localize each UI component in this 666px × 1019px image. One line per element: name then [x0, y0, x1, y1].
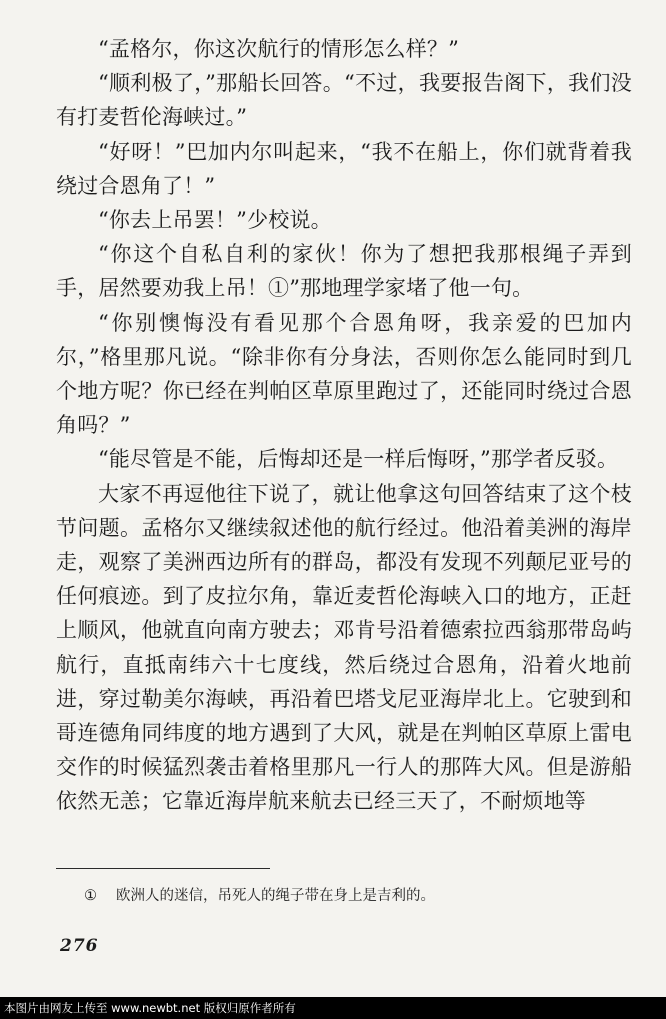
- footnote-marker: ①: [84, 888, 97, 904]
- footnote: [84, 885, 624, 907]
- paragraph-7: “能尽管是不能，后悔却还是一样后悔呀，”那学者反驳。: [98, 447, 619, 472]
- footnote-divider: [56, 868, 270, 869]
- paragraph-5: “你这个自私自利的家伙！你为了想把我那根绳子弄到手，居然要劝我上吊！①”那地理学家堵了他一句。: [56, 242, 632, 301]
- watermark-bar: 本图片由网友上传至 www.newbt.net 版权归原作者所有: [0, 997, 666, 1019]
- paragraph-3: “好呀！”巴加内尔叫起来，“我不在船上，你们就背着我绕过合恩角了！”: [56, 139, 632, 198]
- paragraph-6: “你别懊悔没有看见那个合恩角呀，我亲爱的巴加内尔，”格里那凡说。“除非你有分身法，否则你怎么能同时到几个地方呢？你已经在判帕区草原里跑过了，还能同时绕过合恩角吗？”: [56, 310, 632, 438]
- footnote-text: 欧洲人的迷信，吊死人的绳子带在身上是吉利的。: [116, 888, 435, 904]
- paragraph-2: “顺利极了，”那船长回答。“不过，我要报告阁下，我们没有打麦哲伦海峡过。”: [56, 71, 632, 130]
- paragraph-8: 大家不再逗他往下说了，就让他拿这句回答结束了这个枝节问题。孟格尔又继续叙述他的航行经过。他沿着美洲的海岸走，观察了美洲西边所有的群岛，都没有发现不列颠尼亚号的任何痕迹。到了皮拉尔角，靠近麦哲伦海峡入口的地方，正赶上顺风，他就直向南方驶去；邓肯号沿着德索拉西翁那带岛屿航行，直抵南纬六十七度线，然后绕过合恩角，沿着火地前进，穿过勒美尔海峡，再沿着巴塔戈尼亚海岸北上。它驶到和哥连德角同纬度的地方遇到了大风，就是在判帕区草原上雷电交作的时候猛烈袭击着格里那凡一行人的那阵大风。但是游船依然无恙；它靠近海岸航来航去已经三天了，不耐烦地等: [56, 481, 632, 814]
- page-number: 276: [60, 936, 99, 956]
- paragraph-1: “孟格尔，你这次航行的情形怎么样？”: [98, 37, 460, 61]
- paragraph-4: “你去上吊罢！”少校说。: [98, 208, 332, 233]
- body-text: [56, 32, 632, 819]
